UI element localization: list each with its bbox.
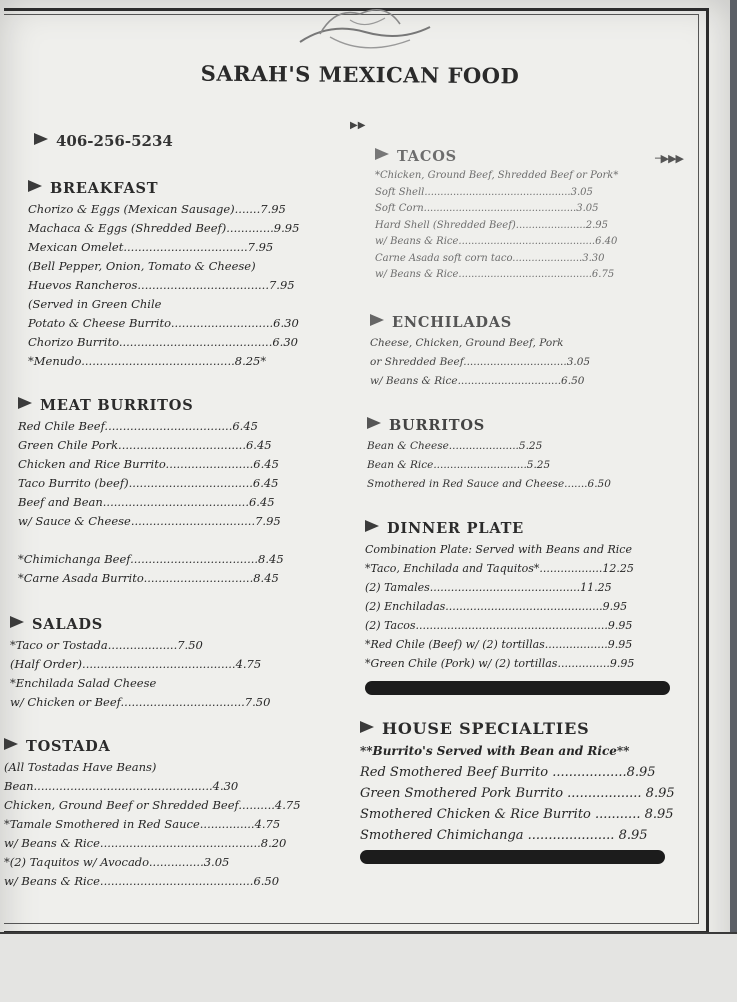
arrow-icon <box>370 314 384 326</box>
menu-item: Bean.................................................4.30 <box>4 779 239 793</box>
menu-item: w/ Beans & Rice..........................................6.50 <box>4 874 280 888</box>
arrow-icon <box>365 520 379 532</box>
section-title: BREAKFAST <box>28 180 300 197</box>
section-title: TOSTADA <box>4 738 300 755</box>
cowboy-hat-ornament-icon <box>290 2 440 64</box>
menu-item: **Burrito's Served with Bean and Rice** <box>360 743 630 758</box>
house-specialties-section <box>360 719 685 864</box>
menu-item: (2) Tamales...........................................11.25 <box>365 580 612 594</box>
menu-item: Huevos Rancheros....................................7.95 <box>28 278 295 292</box>
arrow-icon <box>18 397 32 409</box>
menu-item: Bean & Cheese.....................5.25 <box>367 439 543 452</box>
arrow-icon <box>34 133 48 145</box>
menu-item: w/ Beans & Rice............................................8.20 <box>4 836 287 850</box>
menu-item: w/ Sauce & Cheese..................................7.95 <box>18 514 281 528</box>
dinner-plate-section <box>365 520 685 695</box>
menu-item: Chorizo Burrito..........................................6.30 <box>28 335 298 349</box>
menu-item: (Bell Pepper, Onion, Tomato & Cheese) <box>28 259 256 273</box>
menu-item: Combination Plate: Served with Beans and Rice <box>365 542 632 556</box>
salads-section <box>10 616 300 712</box>
menu-item: (2) Enchiladas.............................................9.95 <box>365 599 628 613</box>
menu-item: *Chicken, Ground Beef, Shredded Beef or Pork* <box>375 170 619 181</box>
page-title: SARAH'S MEXICAN FOOD <box>200 60 520 89</box>
section-title: TACOS <box>375 148 685 165</box>
enchiladas-section <box>370 314 685 391</box>
menu-item <box>18 531 300 550</box>
menu-item: *Carne Asada Burrito..............................8.45 <box>18 571 279 585</box>
menu-item: *Green Chile (Pork) w/ (2) tortillas...............9.95 <box>365 656 635 670</box>
menu-item: *(2) Taquitos w/ Avocado...............3.05 <box>4 855 230 869</box>
menu-item: Smothered in Red Sauce and Cheese.......6.50 <box>367 477 611 490</box>
menu-item: *Menudo..........................................8.25* <box>28 354 267 368</box>
menu-item: *Tamale Smothered in Red Sauce...............4.75 <box>4 817 281 831</box>
menu-item: Potato & Cheese Burrito............................6.30 <box>28 316 299 330</box>
menu-item: Soft Shell..............................................3.05 <box>375 186 593 198</box>
menu-item: *Red Chile (Beef) w/ (2) tortillas..................9.95 <box>365 637 633 651</box>
menu-item: *Taco or Tostada...................7.50 <box>10 638 203 652</box>
menu-item: Chicken, Ground Beef or Shredded Beef..........4.75 <box>4 798 301 812</box>
menu-item: Machaca & Eggs (Shredded Beef).............9.95 <box>28 221 300 235</box>
section-title: HOUSE SPECIALTIES <box>360 719 685 738</box>
menu-item: (2) Tacos.......................................................9.95 <box>365 618 633 632</box>
divider-bar <box>365 681 670 695</box>
menu-item: (Half Order)..........................................4.75 <box>10 657 262 671</box>
phone-number: 406-256-5234 <box>34 132 173 150</box>
left-column <box>0 180 300 891</box>
menu-item: Carne Asada soft corn taco......................3.30 <box>375 252 605 264</box>
menu-item: Green Smothered Pork Burrito .................. 8.95 <box>360 785 675 801</box>
menu-item: Smothered Chicken & Rice Burrito ........... 8.95 <box>360 806 674 822</box>
menu-item: w/ Beans & Rice...........................................6.40 <box>375 236 618 247</box>
menu-item: w/ Beans & Rice..........................................6.75 <box>375 269 615 280</box>
menu-item: (All Tostadas Have Beans) <box>4 760 157 774</box>
menu-item: Cheese, Chicken, Ground Beef, Pork <box>370 336 564 349</box>
breakfast-section <box>28 180 300 371</box>
arrow-icon <box>367 417 381 429</box>
tostada-section <box>4 738 300 891</box>
menu-item: Taco Burrito (beef)..................................6.45 <box>18 476 279 490</box>
divider-bar <box>360 850 665 864</box>
arrow-icon <box>375 148 389 160</box>
small-arrow-icon: ▶▶ <box>350 120 366 131</box>
menu-item: *Taco, Enchilada and Taquitos*..................12.25 <box>365 561 634 575</box>
tacos-section <box>375 148 685 284</box>
menu-item: Chorizo & Eggs (Mexican Sausage).......7.95 <box>28 202 286 216</box>
menu-item: (Served in Green Chile <box>28 297 162 311</box>
menu-item: *Chimichanga Beef...................................8.45 <box>18 552 284 566</box>
menu-item: Chicken and Rice Burrito........................6.45 <box>18 457 279 471</box>
menu-item: or Shredded Beef...............................3.05 <box>370 355 591 368</box>
decorative-arrow-icon: ─▶▶▶ <box>655 152 684 165</box>
arrow-icon <box>10 616 24 628</box>
menu-item: w/ Beans & Rice...............................6.50 <box>370 374 585 387</box>
arrow-icon <box>360 721 374 733</box>
section-title: DINNER PLATE <box>365 520 685 537</box>
section-title: SALADS <box>10 616 300 633</box>
page-bottom-margin <box>0 932 737 1002</box>
section-title: MEAT BURRITOS <box>18 397 300 414</box>
menu-item: Hard Shell (Shredded Beef)......................2.95 <box>375 219 609 231</box>
arrow-icon <box>28 180 42 192</box>
meat-burritos-section <box>18 397 300 588</box>
menu-item: Mexican Omelet..................................7.95 <box>28 240 274 254</box>
burritos-section <box>367 417 685 494</box>
menu-item: Bean & Rice............................5.25 <box>367 458 551 471</box>
menu-item: Smothered Chimichanga ..................... 8.95 <box>360 827 648 843</box>
menu-item: *Enchilada Salad Cheese <box>10 676 157 690</box>
right-column <box>355 148 685 864</box>
menu-item: Beef and Bean........................................6.45 <box>18 495 275 509</box>
section-title: BURRITOS <box>367 417 685 434</box>
menu-item: Soft Corn................................................3.05 <box>375 203 599 214</box>
menu-item: w/ Chicken or Beef..................................7.50 <box>10 695 271 709</box>
menu-item: Green Chile Pork...................................6.45 <box>18 438 272 452</box>
menu-item: Red Chile Beef...................................6.45 <box>18 419 258 433</box>
section-title: ENCHILADAS <box>370 314 685 331</box>
arrow-icon <box>4 738 18 750</box>
menu-item: Red Smothered Beef Burrito ..................8.95 <box>360 764 656 780</box>
